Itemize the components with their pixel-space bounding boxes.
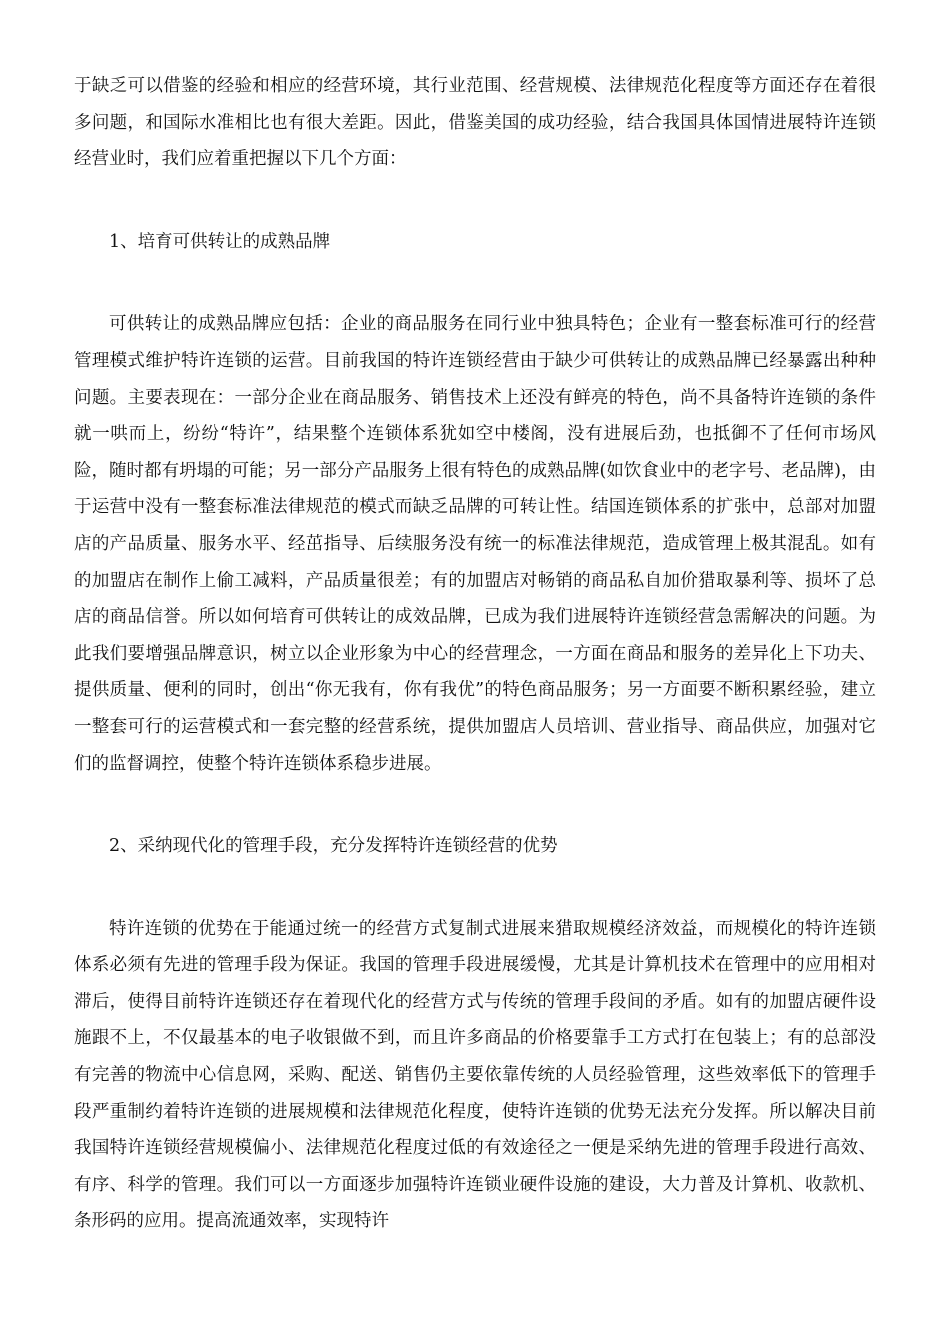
spacer	[74, 865, 876, 911]
section-1-paragraph: 可供转让的成熟品牌应包括：企业的商品服务在同行业中独具特色；企业有一整套标准可行的经营管理模式维护特许连锁的运营。目前我国的特许连锁经营由于缺少可供转让的成熟品牌已经暴露出种种问题。主要表现在：一部分企业在商品服务、销售技术上还没有鲜亮的特色，尚不具备特许连锁的条件就一哄而上，纷纷“特许”，结果整个连锁体系犹如空中楼阁，没有进展后劲，也抵御不了任何市场风险，随时都有坍塌的可能；另一部分产品服务上很有特色的成熟品牌(如饮食业中的老字号、老品牌)，由于运营中没有一整套标准法律规范的模式而缺乏品牌的可转让性。结国连锁体系的扩张中，总部对加盟店的产品质量、服务水平、经茁指导、后续服务没有统一的标准法律规范，造成管理上极其混乱。如有的加盟店在制作上偷工减料，产品质量很差；有的加盟店对畅销的商品私自加价猎取暴利等、损坏了总店的商品信誉。所以如何培育可供转让的成效品牌，已成为我们进展特许连锁经营急需解决的问题。为此我们要增强品牌意识，树立以企业形象为中心的经营理念，一方面在商品和服务的差异化上下功夫、提供质量、便利的同时，创出“你无我有，你有我优”的特色商品服务；另一方面要不断积累经验，建立一整套可行的运营模式和一套完整的经营系统，提供加盟店人员培训、营业指导、商品供应，加强对它们的监督调控，使整个特许连锁体系稳步进展。	[74, 314, 876, 774]
section-2-heading: 2、采纳现代化的管理手段，充分发挥特许连锁经营的优势	[109, 836, 558, 857]
section-2-paragraph: 特许连锁的优势在于能通过统一的经营方式复制式进展来猎取规模经济效益，而规模化的特许连锁体系必须有先进的管理手段为保证。我国的管理手段进展缓慢，尤其是计算机技术在管理中的应用相对滞后，使得目前特许连锁还存在着现代化的经营方式与传统的管理手段间的矛盾。如有的加盟店硬件设施跟不上，不仅最基本的电子收银做不到，而且许多商品的价格要靠手工方式打在包装上；有的总部没有完善的物流中心信息网，采购、配送、销售仍主要依靠传统的人员经验管理，这些效率低下的管理手段严重制约着特许连锁的进展规模和法律规范化程度，使特许连锁的优势无法充分发挥。所以解决目前我国特许连锁经营规模偏小、法律规范化程度过低的有效途径之一便是采纳先进的管理手段进行高效、有序、科学的管理。我们可以一方面逐步加强特许连锁业硬件设施的建设，大力普及计算机、收款机、条形码的应用。提高流通效率，实现特许	[74, 918, 876, 1232]
document-page	[74, 68, 876, 1240]
intro-paragraph: 于缺乏可以借鉴的经验和相应的经营环境，其行业范围、经营规模、法律规范化程度等方面还存在着很多问题，和国际水准相比也有很大差距。因此，借鉴美国的成功经验，结合我国具体国情进展特许连锁经营业时，我们应着重把握以下几个方面：	[74, 76, 876, 170]
spacer	[74, 178, 876, 224]
section-1-heading: 1、培育可供转让的成熟品牌	[109, 231, 331, 252]
spacer	[74, 782, 876, 828]
spacer	[74, 260, 876, 306]
